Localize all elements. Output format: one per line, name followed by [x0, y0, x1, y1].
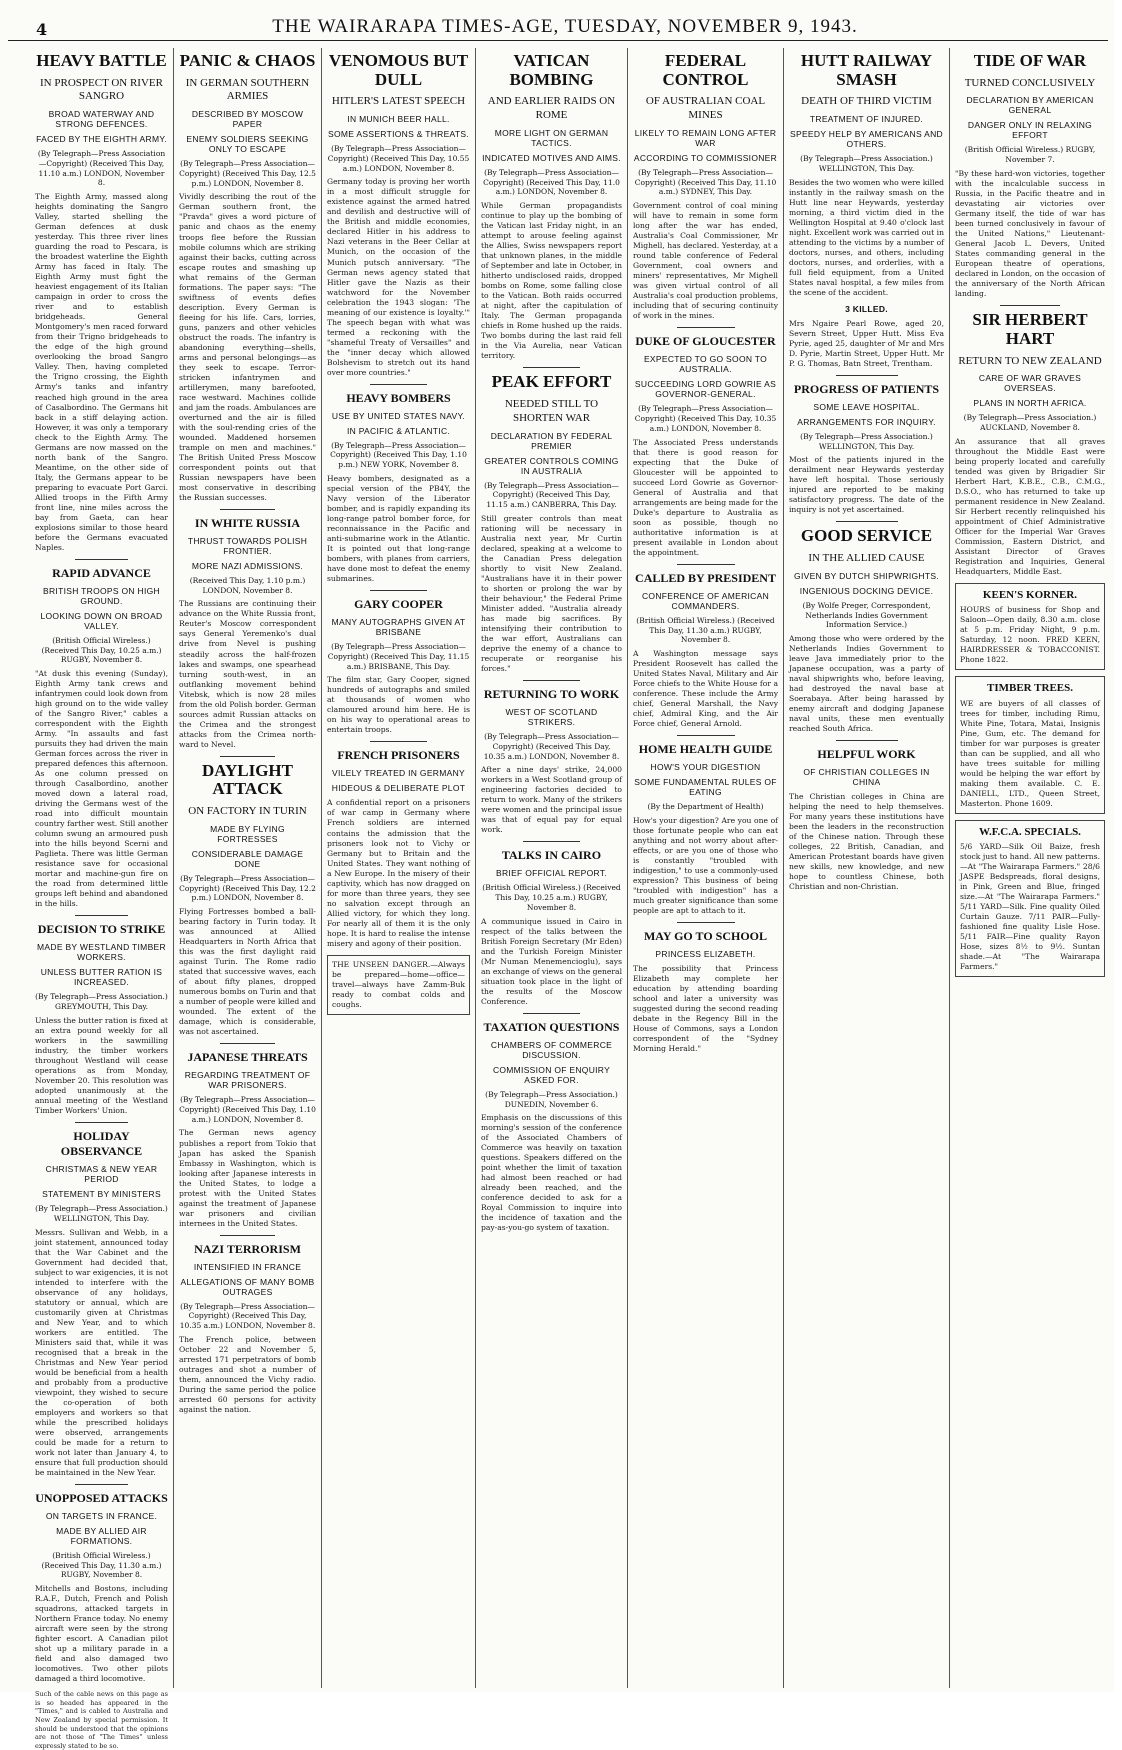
- dateline: (By Telegraph—Press Association—Copyright) (Received This Day, 10.55 a.m.) LONDON, November 8.: [327, 144, 470, 173]
- headline: DUKE OF GLOUCESTER: [635, 334, 776, 349]
- deck: DECLARATION BY FEDERAL PREMIER: [490, 430, 613, 451]
- divider: [677, 564, 735, 565]
- dateline: (British Official Wireless.) (Received This Day, 11.30 a.m.) RUGBY, November 8.: [41, 1550, 162, 1580]
- article-body: The Russians are continuing their advance on the White Russia front, Reuter's Moscow correspondent says General Yeremenko's dual drive from Nevel is pushing steadily across the half-frozen lakes and swamps, one spearhead turning south-west, in an outflanking movement behind Vitebsk, which is now 28 miles from the old Polish border. German sources admit Russian attacks on the Crimea and the strongest attacks from the Crimea north-ward to Nevel.: [179, 599, 316, 749]
- headline: MAY GO TO SCHOOL: [643, 929, 768, 944]
- subheadline: RETURN TO NEW ZEALAND: [958, 354, 1102, 367]
- divider: [370, 741, 427, 742]
- dateline: (By Telegraph—Press Association—Copyright) (Received This Day, 12.2 p.m.) LONDON, November 8.: [179, 873, 316, 903]
- deck: MADE BY ALLIED AIR FORMATIONS.: [56, 1525, 147, 1546]
- divider: [836, 521, 898, 522]
- article-body: An assurance that all graves throughout the Middle East were being properly located and carefully tended was given by Brigadier Sir Herbert Hart, K.B.E., C.B., C.M.G., D.S.O., who has returned to take up permanent residence in New Zealand. Sir Herbert recently relinquished his appointment of Chief Administrative Officer for the Imperial War Graves Commission, Eastern District, and Assistant Director of Graves Registration and Inquiries, General Headquarters, Middle East.: [955, 436, 1105, 576]
- article-progress-of-patients: [789, 382, 944, 516]
- deck: DECLARATION BY AMERICAN GENERAL: [966, 95, 1094, 116]
- divider: [370, 384, 427, 385]
- article-body: Unless the butter ration is fixed at an extra pound weekly for all workers in the sawmilling industry, the timber workers throughout Westland will cease operations as from Monday, November 20. This resolution was adopted unanimously at the annual meeting of the Westland Timber Workers' Union.: [35, 1015, 168, 1116]
- advertisement: [327, 955, 470, 1015]
- article-body: The Eighth Army, massed along heights dominating the Sangro Valley, started shelling the German defences at dusk yesterday. This three river lines guarding the road to Pescara, is the broadest waterline the Eighth Army has faced in Italy. The Eighth Army must fight the heaviest engagement of its Italian campaign in order to cross the river and to establish bridgeheads. General Montgomery's men raced forward from their Trigno bridgeheads to the edge of the high ground overlooking the broad Sangro Valley. Then, having completed the Trigno crossing, the Eighth Army's tanks and infantry reached high ground in the area of Casalbordino. The Germans hit back in a stiff delaying action. However, it was only a temporary check to the Eighth Army. The Germans are now massed on the north bank of the Sangro. Meantime, on the other side of Italy, the Germans appear to be preparing to evacuate Port Garci. Allied troops in the Fifth Army front line, nine miles across the bay from Gaeta, can hear explosions similar to those heard before the Germans evacuated Naples.: [35, 192, 168, 552]
- subheadline: REGARDING TREATMENT OF WAR PRISONERS.: [184, 1070, 311, 1091]
- article-daylight-attack: [179, 762, 316, 1038]
- headline: HUTT RAILWAY SMASH: [800, 51, 933, 89]
- article-talks-in-cairo: [481, 848, 622, 1006]
- dateline: (By Telegraph—Press Association—Copyright) (Received This Day, 1.10 p.m.) NEW YORK, November 8.: [330, 440, 467, 470]
- subheadline: BRIEF OFFICIAL REPORT.: [496, 868, 607, 879]
- headline: IN WHITE RUSSIA: [194, 515, 301, 530]
- headline: PANIC & CHAOS: [179, 51, 316, 70]
- deck: MORE NAZI ADMISSIONS.: [191, 560, 304, 571]
- ad-body: 5/6 YARD—Silk Oil Baize, fresh stock just to hand. All new patterns.—At "The Wairarapa Farmers." 28/6 JASPE Bedspreads, floral designs, in Pink, Green and Blue, fringed size.—At "The Wairarapa Farmers." 5/11 YARD—Silk. Fine quality Oiled Curtain Gauze. 7/11 PAIR—Fully-fashioned fine quality Lisle Hose. 5/11 FAIR—Fine quality Rayon Hose, sizes 8½ to 9½. Suntan shade.—At "The Wairarapa Farmers.": [960, 842, 1100, 972]
- article-vatican-bombing: [481, 52, 622, 361]
- deck: UNLESS BUTTER RATION IS INCREASED.: [40, 967, 163, 988]
- deck: GIVEN BY DUTCH SHIPWRIGHTS.: [794, 570, 939, 581]
- deck: ARRANGEMENTS FOR INQUIRY.: [797, 416, 936, 427]
- headline: SIR HERBERT HART: [972, 310, 1088, 348]
- headline: GOOD SERVICE: [800, 526, 933, 546]
- dateline: (By Wolfe Preger, Correspondent, Netherlands Indies Government Information Service.): [802, 600, 931, 630]
- headline: DAYLIGHT ATTACK: [201, 760, 293, 799]
- columns: [30, 48, 1110, 1750]
- subheadline: CONFERENCE OF AMERICAN COMMANDERS.: [641, 590, 770, 611]
- subheadline: DEATH OF THIRD VICTIM: [801, 95, 932, 108]
- subheadline: USE BY UNITED STATES NAVY.: [331, 410, 466, 421]
- article-three-killed: [789, 304, 944, 369]
- divider: [523, 680, 579, 681]
- advertisement-keens-korner: [955, 583, 1105, 670]
- dateline: (By Telegraph—Press Association—Copyright) (Received This Day, 11.10 a.m.) SYDNEY, This Day.: [634, 167, 777, 197]
- subheadline: THRUST TOWARDS POLISH FRONTIER.: [187, 535, 308, 556]
- dateline: (British Official Wireless.) (Received This Day, 10.25 a.m.) RUGBY, November 8.: [41, 635, 162, 665]
- headline: TALKS IN CAIRO: [501, 848, 602, 863]
- headline: RETURNING TO WORK: [483, 687, 620, 702]
- divider: [836, 740, 898, 741]
- subheadline: OF CHRISTIAN COLLEGES IN CHINA: [803, 767, 930, 788]
- dateline: (British Official Wireless.) (Received This Day, 11.30 a.m.) RUGBY, November 8.: [636, 615, 775, 645]
- headline: PROGRESS OF PATIENTS: [793, 381, 940, 396]
- deck-2: GREATER CONTROLS COMING IN AUSTRALIA: [484, 455, 619, 476]
- newspaper-title: THE WAIRARAPA TIMES-AGE, TUESDAY, NOVEMBER 9, 1943.: [272, 16, 858, 37]
- article-body: The film star, Gary Cooper, signed hundreds of autographs and smiled at thousands of women who clamoured around him here. He is on his way to operational areas to entertain troops.: [327, 675, 470, 735]
- article-peak-effort: [481, 373, 622, 674]
- headline: TAXATION QUESTIONS: [483, 1019, 620, 1034]
- article-body: The Associated Press understands that there is good reason for expecting that the Duke of Gloucester will be appointed to succeed Lord Gowrie as Governor-General of Australia and that arrangements are being made for the Duke's departure to Australia as soon as possible, though no authoritative information is at present available in London about the appointment.: [633, 437, 778, 557]
- ad-title: KEEN'S KORNER.: [982, 588, 1078, 601]
- divider: [677, 327, 735, 328]
- subheadline: MANY AUTOGRAPHS GIVEN AT BRISBANE: [331, 617, 466, 638]
- headline: JAPANESE THREATS: [187, 1050, 308, 1065]
- divider: [523, 1013, 579, 1014]
- article-body: The possibility that Princess Elizabeth may complete her education by attending boarding school and later a university was suggested during the second reading debate in the Regency Bill in the House of Commons, says a London correspondent of the "Sydney Morning Herald.": [633, 964, 778, 1054]
- deck: TREATMENT OF INJURED.: [809, 114, 924, 125]
- divider: [370, 590, 427, 591]
- article-japanese-threats: [179, 1050, 316, 1228]
- article-body: Germany today is proving her worth in a most difficult struggle for existence against the armed hatred and devilish and destructive will of the British and middle economies, declared Hitler in his address to Nazi veterans in the Beer Cellar at Munich, on the occasion of the Munich putsch anniversary. "The German news agency stated that Hitler gave the Nazis as their watchword for the November celebration the 1943 slogan: 'The meaning of our existence is loyalty.'" The speech began with what was termed a reckoning with the "shameful Treaty of Versailles" and the "inner decay which allowed Bolshevism to stretch out its hand over more countries.": [327, 177, 470, 377]
- subheadline: CHAMBERS OF COMMERCE DISCUSSION.: [490, 1039, 613, 1060]
- ad-title: W.F.C.A. SPECIALS.: [979, 825, 1081, 838]
- deck-2: PLANS IN NORTH AFRICA.: [973, 398, 1087, 409]
- article-hutt-railway-smash: [789, 52, 944, 298]
- article-unopposed-attacks: [35, 1491, 168, 1684]
- divider: [220, 1043, 275, 1044]
- deck: SUCCEEDING LORD GOWRIE AS GOVERNOR-GENERAL.: [634, 379, 777, 400]
- article-body: A Washington message says President Roosevelt has called the United States Naval, Military and Air Force chiefs to the White House for a conference. These include the Army chief, General Marshall, the Navy chief, Admiral King, and the Air Force chief, General Arnold.: [633, 649, 778, 729]
- deck-2: CONSIDERABLE DAMAGE DONE: [191, 848, 304, 869]
- deck: LIKELY TO REMAIN LONG AFTER WAR: [634, 127, 777, 148]
- dateline: (By Telegraph—Press Association—Copyright) (Received This Day, 11.0 a.m.) LONDON, November 8.: [483, 167, 620, 197]
- ad-body: THE UNSEEN DANGER.—Always be prepared—home—office—travel—always have Zamm-Buk ready to combat colds and coughs.: [332, 959, 465, 1009]
- headline: UNOPPOSED ATTACKS: [35, 1490, 168, 1505]
- column-2: [174, 48, 322, 1688]
- article-sir-herbert-hart: [955, 311, 1105, 577]
- article-white-russia: [179, 516, 316, 750]
- headline: FEDERAL CONTROL: [662, 51, 749, 89]
- article-body: After a nine days' strike, 24,000 workers in a West Scotland group of engineering factories decided to return to work. Many of the strikers were women and the principal issue was that of equal pay for equal work.: [481, 765, 622, 835]
- article-body: "At dusk this evening (Sunday), Eighth Army tank crews and infantrymen could look down from high ground on to the wide valley of the Sangro River," cables a correspondent with the Eighth Army. "In assaults and fast pursuits they had driven the main German forces across the river in prepared defences this afternoon. As one column pressed on through Casalbordino, another moved down a lateral road, driving the Germans west of the road into difficult mountain country farther west. Still another column swung an armoured push into the hills beyond Scerni and Paglieta. There was little German resistance save for occasional mortar and machine-gun fire on the road from determined little groups left behind and abandoned in the hills.: [35, 669, 168, 909]
- column-5: [628, 48, 784, 1688]
- article-decision-to-strike: [35, 922, 168, 1116]
- dateline: (By Telegraph—Press Association—Copyright) (Received This Day, 11.15 a.m.) CANBERRA, This Day.: [484, 480, 619, 510]
- divider: [220, 509, 275, 510]
- subheadline: AND EARLIER RAIDS ON ROME: [487, 95, 616, 122]
- subheadline: HOW'S YOUR DIGESTION: [650, 762, 761, 773]
- dateline: (By Telegraph—Press Association—Copyright) (Received This Day, 10.35 a.m.) LONDON, November 8.: [179, 1301, 316, 1331]
- column-7: [950, 48, 1110, 1688]
- headline: HOLIDAY OBSERVANCE: [60, 1129, 143, 1159]
- cable-footnote: Such of the cable news on this page as is so headed has appeared in the "Times," and is cabled to Australia and New Zealand by special permission. It should be understood that the opinions are not those of "The Times" unless expressly stated to be so.: [35, 1690, 168, 1750]
- article-body: Mrs Ngaire Pearl Rowe, aged 20, Severn Street, Upper Hutt. Miss Eva Pyrie, aged 25, daughter of Mr and Mrs D. Pyrie, Martin Street, Upper Hutt. Mr P. G. Thomas, Batn Street, Trentham.: [789, 318, 944, 368]
- ad-body: HOURS of business for Shop and Saloon—Open daily, 8.30 a.m. close at 5 p.m. Friday Night, 9 p.m. Saturday, 12 noon. FRED KEEN, HAIRDRESSER & TOBACCONIST. Phone 1822.: [960, 605, 1100, 665]
- dateline: (By Telegraph—Press Association—Copyright) (Received This Day, 12.5 p.m.) LONDON, November 8.: [179, 159, 316, 188]
- subheadline: IN THE ALLIED CAUSE: [808, 552, 925, 565]
- article-body: A communique issued in Cairo in respect of the talks between the British Foreign Secretary (Mr Eden) and the Turkish Foreign Minister (Mr Numan Menemencioglu), says an exchange of views on the general situation took place in the light of the results of the Moscow Conference.: [481, 916, 622, 1006]
- ad-title: TIMBER TREES.: [987, 682, 1073, 695]
- dateline: (British Official Wireless.) (Received This Day, 10.25 a.m.) RUGBY, November 8.: [482, 883, 621, 912]
- headline: VENOMOUS BUT DULL: [328, 51, 469, 89]
- article-body: Government control of coal mining will have to remain in some form long after the war has ended, Australia's Coal Commissioner, Mr Mighell, has declared. Yesterday, at a round table conference of Federal Government, coal owners and miners' representatives, Mr Mighell was given virtual control of all Australia's coal production problems, including that of securing continuity of work in the mines.: [633, 201, 778, 321]
- dateline: (By Telegraph—Press Association.) WELLINGTON, This Day.: [800, 431, 933, 451]
- deck: COMMISSION OF ENQUIRY ASKED FOR.: [492, 1064, 611, 1085]
- headline: TIDE OF WAR: [973, 51, 1087, 70]
- article-body: Flying Fortresses bombed a ball-bearing factory in Turin today. It was announced at Allied Headquarters in North Africa that this was the first daylight raid against Turin. The Rome radio stated that successive waves, each of about fifty planes, dropped numerous bombs on Turin and that a number of people were killed and wounded. The extent of the damage, which is considerable, was not ascertained.: [179, 907, 316, 1037]
- column-6: [784, 48, 950, 1688]
- article-body: The Christian colleges in China are helping the need to help themselves. For many years these institutions have been the leaders in the reconstruction of the Chinese nation. Through these colleges, 22 British, Canadian, and American Protestant boards have given new skills, new knowledge, and new hope to countless Chinese, both Christian and non-Christian.: [789, 792, 944, 892]
- dateline: (By Telegraph—Press Association—Copyright) (Received This Day, 11.15 a.m.) BRISBANE, This Day.: [327, 642, 470, 671]
- subheadline: PRINCESS ELIZABETH.: [655, 949, 756, 960]
- subheadline: INTENSIFIED IN FRANCE: [193, 1261, 302, 1272]
- deck: STATEMENT BY MINISTERS: [42, 1189, 161, 1200]
- divider: [220, 756, 275, 757]
- article-body: A confidential report on a prisoners of war camp in Germany where French soldiers are interned contains the admission that the prisoners look not to Vichy or Germany but to Britain and the United States. They want nothing of a New Europe. In the misery of their captivity, which has now dragged on for more than three years, they see no salvation except through an Allied victory, for which they long. For nearly all of them it is the only hope. It is hard to realise the intense misery and agony of their position.: [327, 798, 470, 948]
- headline: HELPFUL WORK: [817, 747, 916, 762]
- article-body: Still greater controls than meat rationing will be necessary in Australia next year, Mr Curtin declared, speaking at a welcome to the Canadian Press delegation shortly to visit New Zealand. "Australians have it in their power to shorten or prolong the war by their behaviour," the Federal Prime Minister added. "Australia already has made big sacrifices. By intensifying their contribution to the war effort, Australians can deprive the enemy of a chance to recuperate or reorganise his forces.": [481, 513, 622, 674]
- divider: [677, 922, 735, 923]
- deck: ALLEGATIONS OF MANY BOMB OUTRAGES: [180, 1276, 315, 1297]
- article-rapid-advance: [35, 566, 168, 910]
- divider: [1000, 305, 1060, 306]
- dateline: (British Official Wireless.) RUGBY, November 7.: [964, 145, 1096, 165]
- article-body: While German propagandists continue to play up the bombing of the Vatican last Friday night, in an attempt to arouse feeling against the Allies, Swiss newspapers report that unknown planes, in the middle of September and late in October, in hitherto undisclosed raids, dropped bombs on Rome, some falling close to the Vatican. Both raids occurred at night, after the capitulation of Italy. The German propaganda chiefs in Rome hushed up the raids. Two bombs during the last raid fell in the Via Aurelia, near Vatican territory.: [481, 201, 622, 361]
- headline: HEAVY BOMBERS: [346, 390, 451, 405]
- dateline: (By Telegraph—Press Association—Copyright) (Received This Day, 10.35 a.m.) LONDON, November 8.: [634, 404, 777, 433]
- deck-2: ACCORDING TO COMMISSIONER: [633, 152, 778, 163]
- divider: [75, 915, 128, 916]
- dateline: (By Telegraph—Press Association.) WELLINGTON, This Day.: [800, 154, 933, 173]
- article-body: The French police, between October 22 and November 5, arrested 171 perpetrators of bomb outrages and shot a number of them, announced the Vichy radio. During the same period the police arrested 60 persons for activity against the nation.: [179, 1334, 316, 1414]
- divider: [220, 1235, 275, 1236]
- article-body: Mitchells and Bostons, including R.A.F., Dutch, French and Polish squadrons, attacked targets in Northern France today. No enemy aircraft were seen by the strong fighter escort. A Canadian pilot shot up a military parade in a field and also damaged two locomotives. Two other pilots damaged a third locomotive.: [35, 1584, 168, 1684]
- article-good-service: [789, 527, 944, 734]
- article-panic-chaos: [179, 52, 316, 503]
- dateline: (By the Department of Health): [647, 802, 764, 812]
- dateline: (By Telegraph—Press Association.) AUCKLAND, November 8.: [963, 413, 1097, 433]
- dateline: (By Telegraph—Press Association—Copyright) (Received This Day, 11.10 a.m.) LONDON, November 8.: [37, 149, 166, 188]
- article-french-prisoners: [327, 748, 470, 948]
- headline: DECISION TO STRIKE: [37, 922, 166, 937]
- deck: DESCRIBED BY MOSCOW PAPER: [191, 109, 304, 130]
- dateline: (By Telegraph—Press Association.) DUNEDIN, November 6.: [485, 1089, 618, 1109]
- divider: [836, 375, 898, 376]
- article-taxation-questions: [481, 1020, 622, 1234]
- headline: PEAK EFFORT: [491, 372, 612, 392]
- deck: IN MUNICH BEER HALL.: [347, 114, 450, 125]
- article-tide-of-war: [955, 52, 1105, 299]
- headline: CALLED BY PRESIDENT: [635, 570, 776, 585]
- deck: IN PACIFIC & ATLANTIC.: [346, 425, 451, 436]
- subheadline: ON TARGETS IN FRANCE.: [45, 1510, 158, 1521]
- subheadline: MADE BY WESTLAND TIMBER WORKERS.: [37, 942, 166, 963]
- article-returning-to-work: [481, 687, 622, 835]
- subheadline: IN GERMAN SOUTHERN ARMIES: [185, 76, 310, 103]
- divider: [75, 1484, 128, 1485]
- ad-body: WE are buyers of all classes of trees for timber, including Rimu, White Pine, Totara, Matai, Insignis Pine, Gum, etc. The demand for timber for war purposes is greater than can be supplied, and all who have trees suitable for milling would be helping the war effort by making them available. C. E. DANIELL, LTD., Queen Street, Masterton. Phone 1609.: [960, 698, 1100, 808]
- article-may-go-to-school: [633, 929, 778, 1054]
- deck-2: SPEEDY HELP BY AMERICANS AND OTHERS.: [790, 129, 943, 150]
- subheadline: ON FACTORY IN TURIN: [188, 805, 307, 818]
- headline: FRENCH PRISONERS: [337, 748, 460, 763]
- headline: 3 KILLED.: [845, 303, 888, 314]
- article-body: The German news agency publishes a report from Tokio that Japan has asked the Spanish Embassy in Washington, which is looking after Japanese interests in the United States, to lodge a protest with the United States against the treatment of Japanese war prisoners and civilian internees in the United States.: [179, 1128, 316, 1228]
- deck: CARE OF WAR GRAVES OVERSEAS.: [978, 373, 1082, 394]
- subheadline: NEEDED STILL TO SHORTEN WAR: [504, 398, 599, 424]
- deck-2: INDICATED MOTIVES AND AIMS.: [482, 152, 621, 163]
- article-heavy-bombers: [327, 391, 470, 584]
- headline: RAPID ADVANCE: [52, 565, 151, 580]
- article-body: How's your digestion? Are you one of those fortunate people who can eat anything and not worry about after-effects, or are you one of those who is constantly "troubled with indigestion," to use a commonly-used expression? This business of being "troubled with indigestion" has a much greater significance than some people are apt to attach to it.: [633, 815, 778, 916]
- headline: GARY COOPER: [354, 597, 443, 612]
- subheadline: HITLER'S LATEST SPEECH: [331, 95, 466, 108]
- deck-2: INGENIOUS DOCKING DEVICE.: [799, 585, 934, 596]
- subheadline: BRITISH TROOPS ON HIGH GROUND.: [43, 585, 160, 606]
- article-body: Messrs. Sullivan and Webb, in a joint statement, announced today that the War Cabinet and the Government had decided that, subject to war exigencies, it is not intended to interfere with the observance of any holidays, statutory or annual, which are customarily given at Christmas and New Year, and to which workers are entitled. The Ministers said that, while it was recognised that a break in the Christmas and New Year period would be beneficial from a health and probably from a productive viewpoint, they wished to secure the co-operation of both employers and workers so that while the prescribed holidays were observed, arrangements could be made for a return to work not later than January 4, to ensure that full production should be maintained in the New Year.: [35, 1227, 168, 1477]
- article-body: Vividly describing the rout of the German southern front, the "Pravda" gives a word picture of panic and chaos as the enemy troops flee before the Russian mobile columns which are striking against their backs, cutting across escape routes and smashing up what remains of the German formations. The paper says: "The swiftness of events defies description. Every German is fleeing for his life. Cars, lorries, guns, panzers and other vehicles obstruct the roads. The infantry is abandoning everything—shells, arms and personal belongings—as they seek to escape. Terror-stricken infantrymen and artillerymen, many barefooted, race westward. Machines collide and jam the roads. Ambulances are overturned and the air is filled with the soul-rending cries of the wounded. Maddened horsemen trample on men and machines." The British United Press Moscow correspondent points out that Russian newspapers have been most conservative in describing the Russian successes.: [179, 192, 316, 502]
- headline: VATICAN BOMBING: [509, 51, 594, 89]
- article-called-by-president: [633, 571, 778, 729]
- column-3: [322, 48, 476, 1688]
- deck-2: ENEMY SOLDIERS SEEKING ONLY TO ESCAPE: [186, 134, 309, 155]
- article-body: Besides the two women who were killed instantly in the railway smash on the Hutt line near Heywards, yesterday morning, a third victim died in the Wellington Hospital at 9.40 o'clock last night. Excellent work was carried out in attending to the victims by a number of doctors, nurses, and others, including doctors, nurses, and orderlies, with a full field equipment, from a United States naval hospital, a few miles from the scene of the accident.: [789, 177, 944, 297]
- advertisement-timber-trees: [955, 676, 1105, 813]
- deck: LOOKING DOWN ON BROAD VALLEY.: [40, 610, 163, 631]
- subheadline: IN PROSPECT ON RIVER SANGRO: [40, 76, 163, 103]
- deck: HIDEOUS & DELIBERATE PLOT: [331, 783, 466, 794]
- dateline: (By Telegraph—Press Association.) WELLINGTON, This Day.: [35, 1204, 168, 1223]
- deck-2: DANGER ONLY IN RELAXING EFFORT: [967, 120, 1093, 141]
- deck-2: SOME ASSERTIONS & THREATS.: [328, 129, 469, 140]
- dateline: (Received This Day, 1.10 p.m.) LONDON, November 8.: [189, 575, 306, 595]
- subheadline: CHRISTMAS & NEW YEAR PERIOD: [45, 1164, 158, 1185]
- page-number: 4: [36, 20, 48, 39]
- divider: [677, 735, 735, 736]
- subheadline: VILELY TREATED IN GERMANY: [332, 768, 465, 779]
- deck: MADE BY FLYING FORTRESSES: [210, 823, 285, 844]
- article-body: Among those who were ordered by the Netherlands Indies Government to leave Java immediately prior to the Japanese occupation, was a party of naval shipwrights who, before leaving, had destroyed the naval base at Soerabaya. After being harassed by enemy aircraft and dodging Japanese naval units, these men eventually reached South Africa.: [789, 634, 944, 734]
- article-heavy-battle: [35, 52, 168, 553]
- article-nazi-terrorism: [179, 1242, 316, 1415]
- article-body: Heavy bombers, designated as a special version of the PB4Y, the Navy version of the Liberator bomber, and is rapidly expanding its long-range patrol bomber force, for reconnaissance in the Pacific and anti-submarine work in the Atlantic. It is pointed out that long-range bombers, with planes from carriers, have done most to defeat the enemy submarines.: [327, 473, 470, 584]
- article-body: "By these hard-won victories, together with the incalculable success in Russia, in the Pacific theatre and in devastating air victories over Germany itself, the tide of war has been turned conclusively in favour of the United Nations," Lieutenant-General Jacob L. Devers, United States commanding general in the European theatre of operations, declared in London, on the occasion of the anniversary of the North African landing.: [955, 168, 1105, 299]
- headline: NAZI TERRORISM: [194, 1241, 301, 1256]
- dateline: (By Telegraph—Press Association—Copyright) (Received This Day, 1.10 a.m.) LONDON, November 8.: [179, 1095, 316, 1124]
- article-duke-of-gloucester: [633, 334, 778, 557]
- dateline: (By Telegraph—Press Association.) GREYMOUTH, This Day.: [35, 992, 168, 1012]
- deck-2: FACED BY THE EIGHTH ARMY.: [36, 134, 167, 145]
- dateline: (By Telegraph—Press Association—Copyright) (Received This Day, 10.35 a.m.) LONDON, November 8.: [483, 732, 620, 761]
- divider: [523, 841, 579, 842]
- masthead: [8, 6, 1108, 41]
- article-venomous-but-dull: [327, 52, 470, 378]
- subheadline: WEST OF SCOTLAND STRIKERS.: [505, 707, 598, 728]
- article-holiday-observance: [35, 1129, 168, 1478]
- deck: SOME FUNDAMENTAL RULES OF EATING: [634, 777, 777, 798]
- article-body: Emphasis on the discussions of this morning's session of the conference of the Associated Chambers of Commerce was heavily on taxation questions. Speakers differed on the point whether the limit of taxation had almost been reached or had already been reached, and the conference decided to ask for a Royal Commission to inquire into the incidence of taxation and the pay-as-you-go system of taxation.: [481, 1113, 622, 1233]
- subheadline: SOME LEAVE HOSPITAL.: [813, 401, 920, 412]
- advertisement-wfca-specials: [955, 820, 1105, 978]
- subheadline: OF AUSTRALIAN COAL MINES: [645, 95, 766, 122]
- headline: HEAVY BATTLE: [36, 51, 167, 70]
- article-federal-control: [633, 52, 778, 321]
- subheadline: TURNED CONCLUSIVELY: [964, 76, 1096, 89]
- article-home-health-guide: [633, 742, 778, 916]
- subheadline: EXPECTED TO GO SOON TO AUSTRALIA.: [643, 354, 768, 375]
- headline: HOME HEALTH GUIDE: [638, 742, 773, 757]
- column-1: [30, 48, 174, 1750]
- divider: [75, 559, 128, 560]
- column-4: [476, 48, 628, 1688]
- article-gary-cooper: [327, 597, 470, 735]
- deck: BROAD WATERWAY AND STRONG DEFENCES.: [48, 109, 155, 130]
- divider: [523, 367, 579, 368]
- article-body: Most of the patients injured in the derailment near Heywards yesterday have left hospital. Those seriously injured are reported to be making satisfactory progress. The date of the inquiry is not yet ascertained.: [789, 455, 944, 515]
- divider: [75, 1122, 128, 1123]
- deck: MORE LIGHT ON GERMAN TACTICS.: [494, 127, 609, 148]
- article-helpful-work: [789, 747, 944, 892]
